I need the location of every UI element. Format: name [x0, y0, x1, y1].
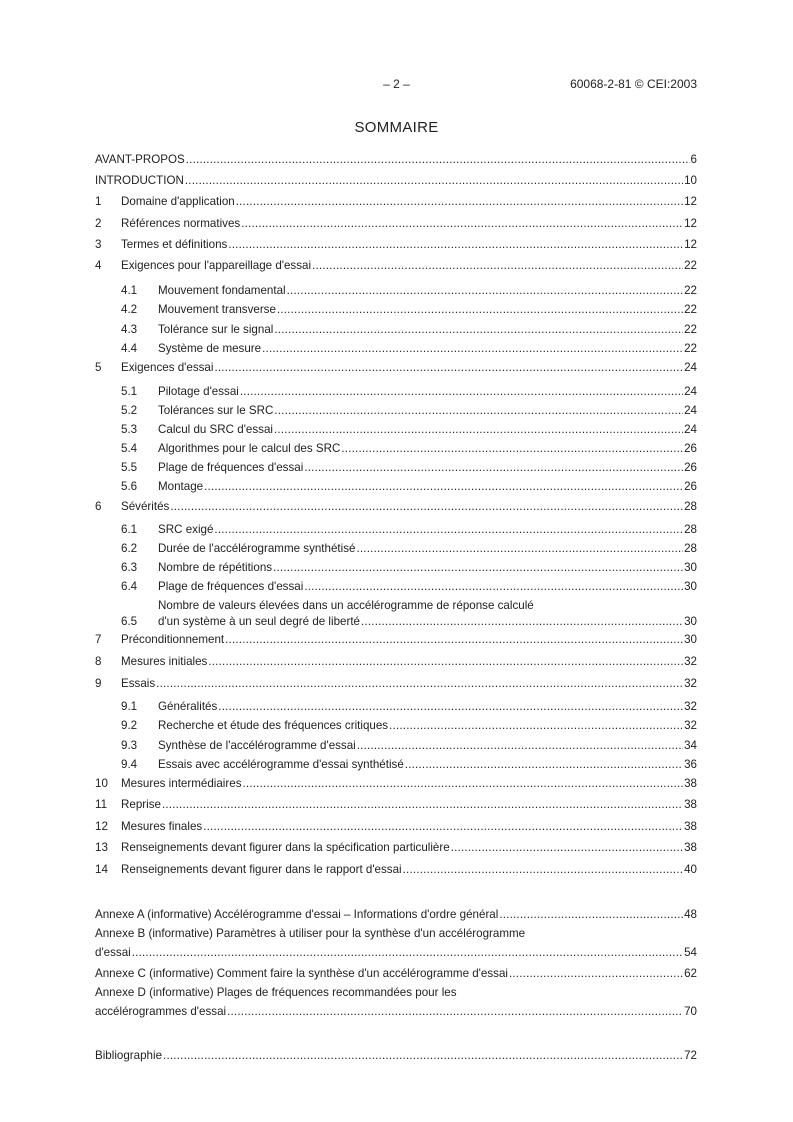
toc-entry-number: 7 — [95, 633, 102, 646]
toc-entry-title: Préconditionnement — [121, 633, 225, 646]
toc-entry-title: Système de mesure — [158, 342, 262, 355]
dot-leader — [389, 718, 683, 734]
toc-entry-page: 6 — [690, 153, 697, 166]
toc-entry[interactable] — [121, 522, 697, 538]
dot-leader — [357, 738, 683, 754]
toc-entry-number: 5.4 — [121, 442, 138, 455]
toc-entry[interactable] — [95, 173, 697, 189]
dot-leader — [277, 302, 683, 318]
toc-entry-page: 24 — [684, 361, 697, 374]
toc-entry[interactable] — [95, 216, 697, 232]
toc-entry-title: Reprise — [121, 798, 161, 811]
toc-entry-title: AVANT-PROPOS — [95, 153, 185, 166]
toc-entry-title: SRC exigé — [158, 523, 214, 536]
toc-entry-page: 30 — [684, 580, 697, 593]
toc-entry[interactable] — [121, 322, 697, 338]
dot-leader — [163, 1048, 683, 1064]
toc-entry-title: Calcul du SRC d'essai — [158, 423, 273, 436]
toc-entry-page: 24 — [684, 385, 697, 398]
dot-leader — [262, 341, 683, 357]
toc-entry-page: 22 — [684, 323, 697, 336]
toc-entry-page: 12 — [684, 195, 697, 208]
toc-entry-number: 6.3 — [121, 561, 138, 574]
toc-entry[interactable] — [121, 718, 697, 734]
toc-entry-page: 22 — [684, 303, 697, 316]
toc-entry-page: 26 — [684, 480, 697, 493]
toc-entry-title: Montage — [158, 480, 204, 493]
toc-entry-title: d'essai — [95, 946, 131, 959]
document-id: 60068-2-81 © CEI:2003 — [570, 77, 697, 91]
toc-entry-number: 8 — [95, 655, 102, 668]
page-number: – 2 – — [383, 77, 410, 91]
toc-entry[interactable] — [121, 541, 697, 557]
dot-leader — [361, 614, 683, 630]
dot-leader — [186, 152, 690, 168]
toc-entry-number: 10 — [95, 777, 108, 790]
toc-entry[interactable] — [95, 360, 697, 376]
toc-entry[interactable] — [95, 1004, 697, 1020]
toc-entry-title: Tolérance sur le signal — [158, 323, 274, 336]
toc-entry-number: 9.2 — [121, 719, 138, 732]
toc-entry[interactable] — [95, 258, 697, 274]
dot-leader — [273, 560, 683, 576]
toc-entry-number: 9.3 — [121, 739, 138, 752]
toc-entry-page: 38 — [684, 777, 697, 790]
toc-entry-title: Renseignements devant figurer dans la spécification particulière — [121, 841, 450, 854]
toc-entry-title: Exigences d'essai — [121, 361, 214, 374]
dot-leader — [227, 1004, 683, 1020]
toc-entry-title: Termes et définitions — [121, 238, 228, 251]
toc-entry-title: Mesures intermédiaires — [121, 777, 242, 790]
toc-entry[interactable] — [121, 283, 697, 299]
toc-entry-title: Renseignements devant figurer dans le rapport d'essai — [121, 863, 402, 876]
dot-leader — [274, 322, 683, 338]
toc-entry[interactable] — [95, 819, 697, 835]
toc-entry-title: Bibliographie — [95, 1049, 163, 1062]
toc-entry-number: 4.3 — [121, 323, 138, 336]
toc-entry-title: Mouvement transverse — [158, 303, 276, 316]
toc-entry-page: 24 — [684, 423, 697, 436]
toc-entry[interactable] — [121, 384, 697, 400]
toc-entry[interactable] — [95, 862, 697, 878]
toc-entry[interactable] — [95, 966, 697, 982]
toc-entry-number: 9.1 — [121, 700, 138, 713]
toc-entry-number: 5.5 — [121, 461, 138, 474]
dot-leader — [203, 819, 683, 835]
toc-entry-page: 38 — [684, 798, 697, 811]
toc-entry-title: Mesures finales — [121, 820, 203, 833]
toc-entry-number: 1 — [95, 195, 102, 208]
toc-entry-number: 5.3 — [121, 423, 138, 436]
toc-entry-page: 72 — [684, 1049, 697, 1062]
toc-entry-number: 2 — [95, 217, 102, 230]
dot-leader — [228, 237, 683, 253]
toc-entry-page: 38 — [684, 820, 697, 833]
toc-entry[interactable] — [95, 776, 697, 792]
dot-leader — [204, 479, 683, 495]
dot-leader — [170, 499, 683, 515]
toc-entry[interactable] — [95, 499, 697, 515]
toc-entry-title-line1: Annexe B (informative) Paramètres à utiliser pour la synthèse d'un accélérogramme — [95, 927, 526, 940]
toc-entry-page: 10 — [684, 174, 697, 187]
dot-leader — [214, 522, 683, 538]
toc-entry-page: 36 — [684, 758, 697, 771]
toc-entry-page: 48 — [684, 908, 697, 921]
dot-leader — [225, 632, 683, 648]
toc-entry-number: 5.2 — [121, 404, 138, 417]
toc-entry-page: 26 — [684, 442, 697, 455]
dot-leader — [304, 460, 683, 476]
toc-entry-page: 28 — [684, 542, 697, 555]
dot-leader — [274, 403, 683, 419]
toc-entry-number: 13 — [95, 841, 108, 854]
toc-entry[interactable] — [121, 757, 697, 773]
toc-entry-title: accélérogrammes d'essai — [95, 1005, 227, 1018]
toc-entry-page: 28 — [684, 500, 697, 513]
toc-entry-number: 4 — [95, 259, 102, 272]
toc-entry-page: 28 — [684, 523, 697, 536]
dot-leader — [185, 173, 683, 189]
toc-entry-page: 54 — [684, 946, 697, 959]
toc-entry-title: Plage de fréquences d'essai — [158, 461, 304, 474]
toc-entry-page: 38 — [684, 841, 697, 854]
dot-leader — [499, 907, 683, 923]
toc-entry[interactable] — [95, 237, 697, 253]
dot-leader — [287, 283, 683, 299]
toc-entry[interactable] — [121, 560, 697, 576]
toc-entry-number: 5 — [95, 361, 102, 374]
toc-entry[interactable] — [95, 676, 697, 692]
toc-entry[interactable] — [121, 699, 697, 715]
toc-entry-title: Tolérances sur le SRC — [158, 404, 274, 417]
dot-leader — [304, 579, 683, 595]
toc-entry-page: 32 — [684, 655, 697, 668]
page-title: SOMMAIRE — [354, 119, 439, 136]
toc-entry-title: Synthèse de l'accélérogramme d'essai — [158, 739, 356, 752]
dot-leader — [356, 541, 683, 557]
toc-entry-title: Essais avec accélérogramme d'essai synthétisé — [158, 758, 404, 771]
dot-leader — [208, 654, 683, 670]
dot-leader — [274, 422, 683, 438]
dot-leader — [405, 757, 683, 773]
toc-entry-number: 6.5 — [121, 615, 138, 628]
dot-leader — [162, 797, 683, 813]
toc-entry[interactable] — [95, 840, 697, 856]
toc-entry-number: 9.4 — [121, 758, 138, 771]
dot-leader — [156, 676, 683, 692]
toc-entry[interactable] — [121, 341, 697, 357]
toc-entry-title: Mouvement fondamental — [158, 284, 286, 297]
toc-entry-title: Plage de fréquences d'essai — [158, 580, 304, 593]
toc-entry-title: Références normatives — [121, 217, 241, 230]
toc-entry-number: 11 — [95, 798, 108, 811]
dot-leader — [243, 776, 684, 792]
toc-entry-page: 30 — [684, 561, 697, 574]
toc-entry-number: 12 — [95, 820, 108, 833]
toc-entry-title: d'un système à un seul degré de liberté — [158, 615, 361, 628]
toc-entry[interactable] — [121, 422, 697, 438]
toc-entry-number: 6.1 — [121, 523, 138, 536]
toc-entry[interactable] — [95, 632, 697, 648]
toc-entry-page: 70 — [684, 1005, 697, 1018]
toc-entry[interactable] — [95, 907, 697, 923]
toc-entry-number: 5.6 — [121, 480, 138, 493]
toc-entry-title: Recherche et étude des fréquences critiques — [158, 719, 389, 732]
toc-entry[interactable] — [95, 654, 697, 670]
dot-leader — [218, 699, 683, 715]
toc-entry[interactable] — [121, 403, 697, 419]
toc-entry[interactable] — [95, 152, 697, 168]
toc-entry-page: 12 — [684, 238, 697, 251]
dot-leader — [240, 384, 683, 400]
toc-entry-page: 22 — [684, 284, 697, 297]
toc-entry-page: 34 — [684, 739, 697, 752]
toc-entry[interactable] — [95, 1048, 697, 1064]
toc-entry-page: 40 — [684, 863, 697, 876]
toc-entry-title: Nombre de répétitions — [158, 561, 273, 574]
toc-entry-number: 6.2 — [121, 542, 138, 555]
toc-entry[interactable] — [121, 614, 697, 630]
toc-entry-number: 4.4 — [121, 342, 138, 355]
toc-entry[interactable] — [121, 441, 697, 457]
toc-entry-page: 32 — [684, 700, 697, 713]
toc-entry-number: 6 — [95, 500, 102, 513]
toc-entry-page: 26 — [684, 461, 697, 474]
toc-entry-title: Pilotage d'essai — [158, 385, 239, 398]
toc-entry-number: 3 — [95, 238, 102, 251]
toc-entry-title-line1: Annexe D (informative) Plages de fréquences recommandées pour les — [95, 986, 457, 999]
toc-entry-page: 62 — [684, 967, 697, 980]
dot-leader — [132, 945, 683, 961]
toc-entry-number: 4.1 — [121, 284, 138, 297]
toc-entry-title: Essais — [121, 677, 156, 690]
dot-leader — [236, 194, 683, 210]
toc-entry[interactable] — [121, 460, 697, 476]
dot-leader — [403, 862, 683, 878]
toc-entry-number: 9 — [95, 677, 102, 690]
toc-entry-title: Algorithmes pour le calcul des SRC — [158, 442, 341, 455]
toc-entry-title: Durée de l'accélérogramme synthétisé — [158, 542, 356, 555]
dot-leader — [341, 441, 683, 457]
toc-entry-number: 6.4 — [121, 580, 138, 593]
toc-entry-title: Annexe A (informative) Accélérogramme d'essai – Informations d'ordre général — [95, 908, 499, 921]
toc-entry-page: 30 — [684, 633, 697, 646]
toc-entry[interactable] — [121, 479, 697, 495]
toc-entry-page: 30 — [684, 615, 697, 628]
toc-entry[interactable] — [121, 302, 697, 318]
toc-entry[interactable] — [95, 945, 697, 961]
toc-entry-page: 24 — [684, 404, 697, 417]
dot-leader — [214, 360, 683, 376]
toc-entry-title: Exigences pour l'appareillage d'essai — [121, 259, 312, 272]
dot-leader — [241, 216, 683, 232]
dot-leader — [451, 840, 683, 856]
toc-entry-title: Domaine d'application — [121, 195, 235, 208]
toc-entry[interactable] — [95, 797, 697, 813]
toc-entry[interactable] — [121, 738, 697, 754]
toc-entry-number: 5.1 — [121, 385, 138, 398]
toc-entry-page: 12 — [684, 217, 697, 230]
toc-entry[interactable] — [95, 194, 697, 210]
toc-entry-title: Sévérités — [121, 500, 170, 513]
toc-entry-page: 22 — [684, 259, 697, 272]
dot-leader — [312, 258, 683, 274]
toc-entry-number: 4.2 — [121, 303, 138, 316]
toc-entry-number: 14 — [95, 863, 108, 876]
toc-entry-page: 22 — [684, 342, 697, 355]
toc-entry-page: 32 — [684, 719, 697, 732]
toc-entry-title-line1: Nombre de valeurs élevées dans un accélérogramme de réponse calculé — [158, 599, 534, 612]
toc-entry-title: INTRODUCTION — [95, 174, 184, 187]
dot-leader — [509, 966, 683, 982]
toc-entry-title: Annexe C (informative) Comment faire la synthèse d'un accélérogramme d'essai — [95, 967, 508, 980]
toc-entry-page: 32 — [684, 677, 697, 690]
toc-entry-title: Généralités — [158, 700, 218, 713]
toc-entry[interactable] — [121, 579, 697, 595]
toc-entry-title: Mesures initiales — [121, 655, 208, 668]
